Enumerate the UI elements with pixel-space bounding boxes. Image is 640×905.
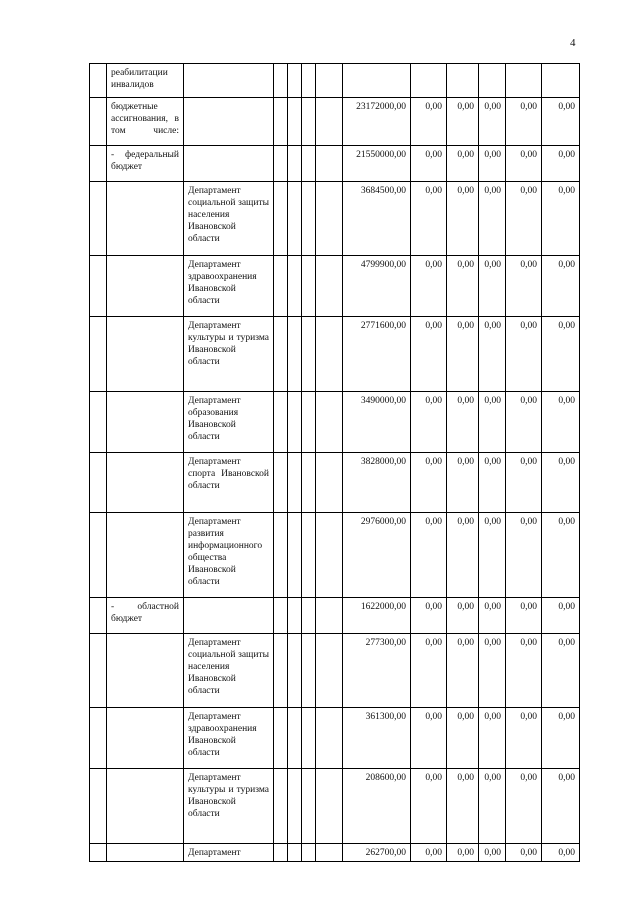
- code-cell: [274, 64, 288, 98]
- year-value-cell: [542, 64, 580, 98]
- year-value-cell: 0,00: [479, 513, 506, 598]
- code-cell: [316, 392, 343, 453]
- code-cell: [274, 598, 288, 634]
- code-cell: [288, 98, 302, 146]
- index-cell: [90, 64, 107, 98]
- index-cell: [90, 317, 107, 392]
- year-value-cell: 0,00: [506, 453, 542, 513]
- year-value-cell: 0,00: [447, 708, 479, 769]
- index-cell: [90, 256, 107, 317]
- budget-item-label: [107, 844, 184, 862]
- year-value-cell: 0,00: [542, 256, 580, 317]
- year-value-cell: 0,00: [479, 769, 506, 844]
- index-cell: [90, 392, 107, 453]
- table-row: [90, 634, 580, 708]
- budget-item-label: - федеральный бюджет: [107, 146, 184, 182]
- department-cell: Департамент: [184, 844, 274, 862]
- code-cell: [274, 708, 288, 769]
- code-cell: [316, 598, 343, 634]
- year-value-cell: 0,00: [479, 98, 506, 146]
- year-value-cell: 0,00: [411, 98, 447, 146]
- table-row: [90, 317, 580, 392]
- code-cell: [302, 182, 316, 256]
- department-cell: Департамент здравоохранения Ивановской области: [184, 708, 274, 769]
- code-cell: [316, 708, 343, 769]
- code-cell: [316, 634, 343, 708]
- index-cell: [90, 598, 107, 634]
- year-value-cell: 0,00: [542, 634, 580, 708]
- code-cell: [274, 844, 288, 862]
- code-cell: [316, 453, 343, 513]
- table-row: [90, 769, 580, 844]
- code-cell: [302, 317, 316, 392]
- department-cell: [184, 146, 274, 182]
- year-value-cell: 0,00: [447, 769, 479, 844]
- year-value-cell: 0,00: [506, 844, 542, 862]
- year-value-cell: 0,00: [447, 146, 479, 182]
- table-row: [90, 513, 580, 598]
- code-cell: [288, 146, 302, 182]
- year-value-cell: 0,00: [411, 634, 447, 708]
- budget-item-label: бюджетные ассигнования, в том числе:: [107, 98, 184, 146]
- year-value-cell: 0,00: [506, 513, 542, 598]
- code-cell: [316, 844, 343, 862]
- code-cell: [288, 513, 302, 598]
- year-value-cell: 0,00: [479, 182, 506, 256]
- code-cell: [274, 392, 288, 453]
- budget-item-label: [107, 317, 184, 392]
- code-cell: [274, 769, 288, 844]
- table-row: [90, 708, 580, 769]
- year-value-cell: 0,00: [479, 317, 506, 392]
- year-value-cell: 0,00: [447, 98, 479, 146]
- department-cell: [184, 98, 274, 146]
- year-value-cell: 0,00: [542, 146, 580, 182]
- department-cell: Департамент культуры и туризма Ивановской области: [184, 317, 274, 392]
- code-cell: [288, 182, 302, 256]
- code-cell: [302, 392, 316, 453]
- department-cell: Департамент спорта Ивановской области: [184, 453, 274, 513]
- code-cell: [288, 392, 302, 453]
- code-cell: [274, 634, 288, 708]
- amount-cell: 208600,00: [343, 769, 411, 844]
- code-cell: [288, 598, 302, 634]
- code-cell: [288, 317, 302, 392]
- code-cell: [288, 769, 302, 844]
- code-cell: [274, 146, 288, 182]
- code-cell: [316, 769, 343, 844]
- year-value-cell: 0,00: [506, 256, 542, 317]
- year-value-cell: 0,00: [411, 182, 447, 256]
- index-cell: [90, 844, 107, 862]
- department-cell: Департамент развития информационного общества Ивановской области: [184, 513, 274, 598]
- code-cell: [316, 317, 343, 392]
- department-cell: Департамент социальной защиты населения Ивановской области: [184, 634, 274, 708]
- amount-cell: 1622000,00: [343, 598, 411, 634]
- year-value-cell: 0,00: [506, 98, 542, 146]
- table-row: [90, 146, 580, 182]
- code-cell: [302, 98, 316, 146]
- amount-cell: 262700,00: [343, 844, 411, 862]
- code-cell: [316, 98, 343, 146]
- table-row: [90, 256, 580, 317]
- code-cell: [302, 513, 316, 598]
- code-cell: [288, 634, 302, 708]
- year-value-cell: [411, 64, 447, 98]
- year-value-cell: 0,00: [506, 146, 542, 182]
- budget-table: [89, 63, 580, 862]
- year-value-cell: 0,00: [447, 634, 479, 708]
- year-value-cell: 0,00: [479, 598, 506, 634]
- amount-cell: 3828000,00: [343, 453, 411, 513]
- year-value-cell: 0,00: [447, 453, 479, 513]
- year-value-cell: 0,00: [479, 453, 506, 513]
- amount-cell: 23172000,00: [343, 98, 411, 146]
- code-cell: [302, 598, 316, 634]
- table-row: [90, 453, 580, 513]
- year-value-cell: 0,00: [506, 317, 542, 392]
- code-cell: [316, 513, 343, 598]
- amount-cell: 277300,00: [343, 634, 411, 708]
- year-value-cell: 0,00: [479, 634, 506, 708]
- code-cell: [274, 256, 288, 317]
- code-cell: [288, 708, 302, 769]
- year-value-cell: 0,00: [447, 317, 479, 392]
- code-cell: [316, 64, 343, 98]
- code-cell: [302, 634, 316, 708]
- code-cell: [288, 453, 302, 513]
- year-value-cell: 0,00: [411, 708, 447, 769]
- page-number: 4: [570, 37, 576, 49]
- year-value-cell: 0,00: [542, 513, 580, 598]
- code-cell: [302, 256, 316, 317]
- year-value-cell: 0,00: [542, 844, 580, 862]
- table-row: [90, 98, 580, 146]
- amount-cell: [343, 64, 411, 98]
- code-cell: [316, 146, 343, 182]
- department-cell: Департамент здравоохранения Ивановской области: [184, 256, 274, 317]
- year-value-cell: 0,00: [447, 392, 479, 453]
- year-value-cell: [447, 64, 479, 98]
- code-cell: [274, 453, 288, 513]
- index-cell: [90, 182, 107, 256]
- year-value-cell: 0,00: [411, 769, 447, 844]
- year-value-cell: 0,00: [411, 844, 447, 862]
- year-value-cell: 0,00: [542, 708, 580, 769]
- department-cell: Департамент культуры и туризма Ивановской области: [184, 769, 274, 844]
- year-value-cell: 0,00: [506, 182, 542, 256]
- code-cell: [274, 513, 288, 598]
- year-value-cell: 0,00: [447, 182, 479, 256]
- table-row: [90, 64, 580, 98]
- year-value-cell: 0,00: [542, 392, 580, 453]
- year-value-cell: 0,00: [506, 392, 542, 453]
- budget-item-label: [107, 256, 184, 317]
- year-value-cell: 0,00: [506, 708, 542, 769]
- year-value-cell: [506, 64, 542, 98]
- table-row: [90, 182, 580, 256]
- year-value-cell: 0,00: [542, 598, 580, 634]
- index-cell: [90, 634, 107, 708]
- budget-item-label: [107, 513, 184, 598]
- amount-cell: 2771600,00: [343, 317, 411, 392]
- code-cell: [302, 769, 316, 844]
- table-row: [90, 844, 580, 862]
- department-cell: [184, 64, 274, 98]
- code-cell: [302, 146, 316, 182]
- index-cell: [90, 98, 107, 146]
- index-cell: [90, 146, 107, 182]
- budget-item-label: [107, 708, 184, 769]
- year-value-cell: 0,00: [542, 98, 580, 146]
- budget-item-label: - областной бюджет: [107, 598, 184, 634]
- year-value-cell: 0,00: [447, 513, 479, 598]
- year-value-cell: 0,00: [479, 708, 506, 769]
- budget-item-label: реабилитации инвалидов: [107, 64, 184, 98]
- code-cell: [274, 182, 288, 256]
- year-value-cell: 0,00: [506, 634, 542, 708]
- budget-item-label: [107, 392, 184, 453]
- year-value-cell: 0,00: [411, 392, 447, 453]
- amount-cell: 3684500,00: [343, 182, 411, 256]
- code-cell: [288, 844, 302, 862]
- amount-cell: 361300,00: [343, 708, 411, 769]
- budget-item-label: [107, 182, 184, 256]
- index-cell: [90, 769, 107, 844]
- code-cell: [302, 844, 316, 862]
- year-value-cell: 0,00: [411, 453, 447, 513]
- year-value-cell: 0,00: [542, 317, 580, 392]
- year-value-cell: 0,00: [411, 598, 447, 634]
- amount-cell: 2976000,00: [343, 513, 411, 598]
- year-value-cell: 0,00: [479, 392, 506, 453]
- year-value-cell: 0,00: [447, 256, 479, 317]
- index-cell: [90, 708, 107, 769]
- code-cell: [316, 256, 343, 317]
- year-value-cell: 0,00: [411, 146, 447, 182]
- code-cell: [274, 317, 288, 392]
- year-value-cell: 0,00: [411, 256, 447, 317]
- year-value-cell: 0,00: [506, 769, 542, 844]
- index-cell: [90, 453, 107, 513]
- table-row: [90, 392, 580, 453]
- amount-cell: 3490000,00: [343, 392, 411, 453]
- code-cell: [316, 182, 343, 256]
- department-cell: Департамент образования Ивановской области: [184, 392, 274, 453]
- year-value-cell: 0,00: [479, 146, 506, 182]
- code-cell: [274, 98, 288, 146]
- year-value-cell: 0,00: [542, 453, 580, 513]
- budget-item-label: [107, 769, 184, 844]
- code-cell: [302, 64, 316, 98]
- index-cell: [90, 513, 107, 598]
- budget-item-label: [107, 453, 184, 513]
- year-value-cell: 0,00: [506, 598, 542, 634]
- budget-item-label: [107, 634, 184, 708]
- department-cell: [184, 598, 274, 634]
- amount-cell: 4799900,00: [343, 256, 411, 317]
- year-value-cell: 0,00: [542, 769, 580, 844]
- year-value-cell: 0,00: [447, 598, 479, 634]
- code-cell: [302, 453, 316, 513]
- year-value-cell: [479, 64, 506, 98]
- year-value-cell: 0,00: [479, 844, 506, 862]
- code-cell: [288, 256, 302, 317]
- department-cell: Департамент социальной защиты населения Ивановской области: [184, 182, 274, 256]
- code-cell: [302, 708, 316, 769]
- year-value-cell: 0,00: [411, 317, 447, 392]
- year-value-cell: 0,00: [447, 844, 479, 862]
- year-value-cell: 0,00: [479, 256, 506, 317]
- code-cell: [288, 64, 302, 98]
- table-row: [90, 598, 580, 634]
- amount-cell: 21550000,00: [343, 146, 411, 182]
- year-value-cell: 0,00: [542, 182, 580, 256]
- year-value-cell: 0,00: [411, 513, 447, 598]
